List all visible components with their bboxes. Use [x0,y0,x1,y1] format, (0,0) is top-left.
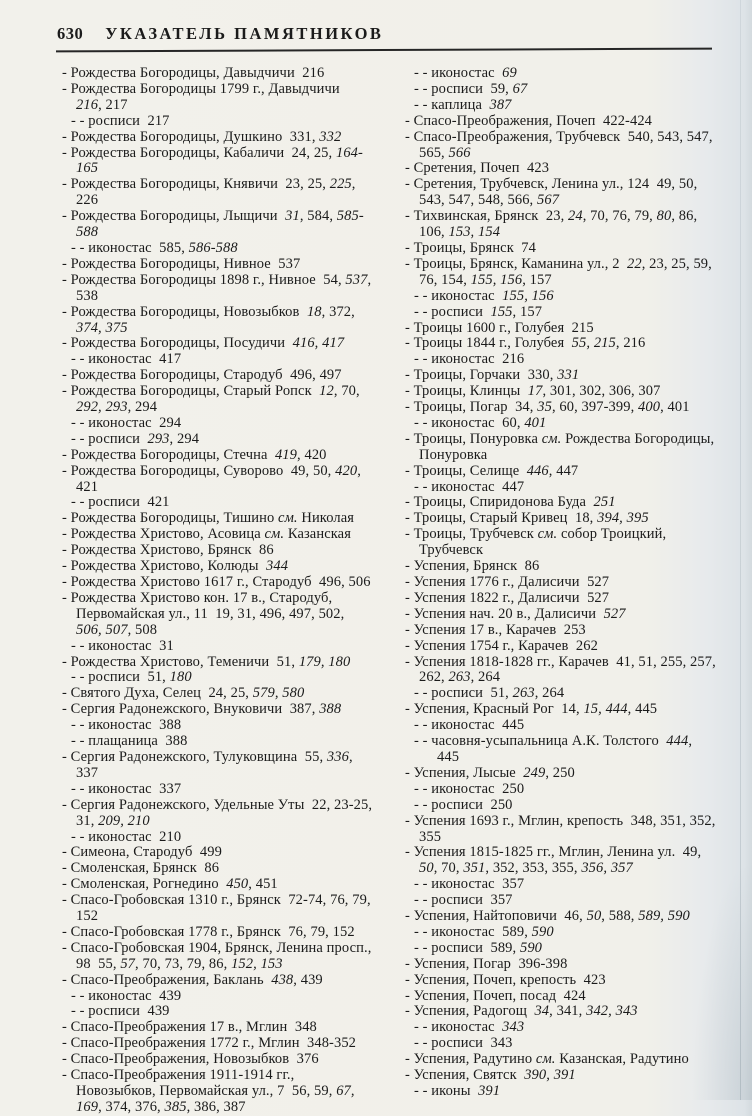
index-entry: - Святого Духа, Селец 24, 25, 579, 580 [62,685,305,702]
index-entry: - Успения 1754 г., Карачев 262 [405,637,598,654]
index-entry: - Успения, Красный Рог 14, 15, 444, 445 [405,701,658,718]
index-subentry: - - росписи 51, 180 [71,669,192,686]
index-subentry: - - каплица 387 [414,96,512,113]
index-entry: - Сретения, Трубчевск, Ленина ул., 124 49, 50, 543, 547, 548, 566, 567 [405,176,702,209]
index-entry: - Рождества Христово, Брянск 86 [62,542,274,559]
index-entry: - Сергия Радонежского, Внуковичи 387, 388 [62,701,342,718]
index-subentry: - - иконостас 250 [414,780,525,797]
index-subentry: - - росписи 51, 263, 264 [414,685,565,702]
index-entry: - Троицы, Клинцы 17, 301, 302, 306, 307 [405,383,661,400]
index-entry: - Рождества Христово, Теменичи 51, 179, 180 [62,653,351,670]
index-entry: - Рождества Богородицы, Лыщичи 31, 584, 585-588 [62,208,364,241]
index-subentry: - - иконостас 210 [71,828,182,845]
index-entry: - Троицы, Трубчевск см. собор Троицкий, Трубчевск [405,526,670,559]
index-entry: - Троицы, Старый Кривец 18, 394, 395 [405,510,649,527]
index-entry: - Спасо-Преображения 1911-1914 гг., Новозыбков, Первомайская ул., 7 56, 59, 67, 169, 374, 376, 385, 386, 387 [62,1067,359,1115]
index-entry: - Рождества Богородицы, Суворово 49, 50, 420, 421 [62,462,365,495]
index-entry: - Рождества Христово, Колюды 344 [62,558,289,575]
index-entry: - Успения 1822 г., Далисичи 527 [405,589,610,606]
index-entry: - Троицы, Горчаки 330, 331 [405,367,580,384]
index-entry: - Рождества Богородицы, Стечна 419, 420 [62,446,327,463]
index-subentry: - - иконостас 357 [414,876,525,893]
index-entry: - Рождества Богородицы, Кабаличи 24, 25, 164-165 [62,144,363,177]
index-entry: - Симеона, Стародуб 499 [62,844,222,861]
index-entry: - Успения 1818-1828 гг., Карачев 41, 51, 255, 257, 262, 263, 264 [405,653,720,686]
index-entry: - Рождества Богородицы, Княвичи 23, 25, 225, 226 [62,176,360,209]
index-subentry: - - иконостас 417 [71,351,182,368]
index-entry: - Рождества Христово кон. 17 в., Стародуб, Первомайская ул., 11 19, 31, 496, 497, 502, 506, 507, 508 [62,589,349,638]
index-subentry: - - росписи 59, 67 [414,80,528,97]
index-entry: - Успения, Святск 390, 391 [405,1067,576,1084]
index-entry: - Спасо-Преображения, Новозыбков 376 [62,1051,319,1068]
index-entry: - Рождества Богородицы, Старый Ропск 12, 70, 292, 293, 294 [62,383,364,416]
index-entry: - Рождества Христово 1617 г., Стародуб 496, 506 [62,574,371,590]
index-subentry: - - иконостас 447 [414,478,525,495]
index-subentry: - - росписи 357 [414,892,513,909]
index-entry: - Рождества Христово, Асовица см. Казанская [62,526,351,543]
page-header [0,0,752,44]
index-entry: - Троицы, Понуровка см. Рождества Богородицы, Понуровка [405,430,718,463]
index-entry: - Успения 1693 г., Мглин, крепость 348, 351, 352, 355 [405,812,720,845]
index-subentry: - - иконостас 31 [71,637,174,654]
index-entry: - Успения, Брянск 86 [405,558,540,575]
index-subentry: - - иконостас 343 [414,1019,525,1036]
index-column-right [399,65,720,1116]
index-subentry: - - часовня-усыпальница А.К. Толстого 444, 445 [414,733,696,765]
index-entry: - Рождества Богородицы, Стародуб 496, 497 [62,367,342,384]
index-entry: - Смоленская, Брянск 86 [62,860,220,877]
index-entry: - Смоленская, Рогнедино 450, 451 [62,876,278,893]
index-subentry: - - иконостас 60, 401 [414,414,547,431]
index-entry: - Успения, Найтоповичи 46, 50, 588, 589, 590 [405,908,690,925]
index-entry: - Спасо-Преображения 17 в., Мглин 348 [62,1019,317,1036]
index-entry: - Успения 17 в., Карачев 253 [405,621,586,638]
index-entry: - Успения, Погар 396-398 [405,955,568,972]
index-entry: - Рождества Богородицы, Нивное 537 [62,255,301,272]
index-subentry: - - росписи 439 [71,1003,170,1020]
index-entry: - Троицы, Селище 446, 447 [405,462,579,479]
index-entry: - Спасо-Гробовская 1310 г., Брянск 72-74, 76, 79, 152 [62,892,375,925]
index-subentry: - - росписи 293, 294 [71,430,200,447]
index-entry: - Успения, Почеп, крепость 423 [405,971,606,988]
index-subentry: - - иконостас 216 [414,351,525,368]
page-number: 630 [57,24,84,43]
index-subentry: - - иконы 391 [414,1083,501,1099]
index-entry: - Спасо-Преображения, Баклань 438, 439 [62,971,323,988]
index-entry: - Успения, Радутино см. Казанская, Радутино [405,1051,689,1068]
index-entry: - Успения 1815-1825 гг., Мглин, Ленина ул. 49, 50, 70, 351, 352, 353, 355, 356, 357 [405,844,705,877]
index-subentry: - - плащаница 388 [71,733,188,750]
index-entry: - Троицы, Спиридонова Буда 251 [405,494,616,511]
index-entry: - Успения 1776 г., Далисичи 527 [405,574,610,590]
index-column-left [56,65,376,1116]
index-entry: - Рождества Богородицы, Посудичи 416, 417 [62,335,345,352]
index-entry: - Успения, Радогощ 34, 341, 342, 343 [405,1003,638,1020]
index-subentry: - - росписи 217 [71,112,170,129]
index-entry: - Спасо-Преображения 1772 г., Мглин 348-352 [62,1035,357,1052]
index-subentry: - - иконостас 445 [414,717,525,734]
index-entry: - Спасо-Гробовская 1778 г., Брянск 76, 79, 152 [62,923,355,940]
index-entry: - Сергия Радонежского, Удельные Уты 22, 23-25, 31, 209, 210 [62,796,376,829]
index-subentry: - - росписи 343 [414,1035,513,1052]
index-subentry: - - росписи 421 [71,494,170,511]
index-subentry: - - иконостас 337 [71,780,182,797]
index-entry: - Рождества Богородицы, Давыдчичи 216 [62,65,325,81]
index-entry: - Успения, Почеп, посад 424 [405,987,586,1004]
index-subentry: - - иконостас 439 [71,987,182,1004]
index-subentry: - - иконостас 294 [71,414,182,431]
index-subentry: - - росписи 250 [414,796,513,813]
index-entry: - Рождества Богородицы 1898 г., Нивное 54, 537, 538 [62,271,375,304]
index-entry: - Троицы, Погар 34, 35, 60, 397-399, 400, 401 [405,399,690,416]
index-subentry: - - иконостас 155, 156 [414,287,554,304]
index-entry: - Успения, Лысые 249, 250 [405,764,575,781]
index-entry: - Рождества Богородицы, Новозыбков 18, 372, 374, 375 [62,303,359,336]
index-entry: - Рождества Богородицы 1799 г., Давыдчичи 216, 217 [62,80,348,113]
index-entry: - Рождества Богородицы, Душкино 331, 332 [62,128,342,145]
index-entry: - Успения нач. 20 в., Далисичи 527 [405,605,626,622]
index-entry: - Спасо-Преображения, Почеп 422-424 [405,112,653,129]
index-subentry: - - иконостас 388 [71,717,182,734]
scan-corner-shade [692,860,752,1100]
index-subentry: - - иконостас 69 [414,65,517,81]
index-subentry: - - иконостас 589, 590 [414,923,554,940]
index-entry: - Троицы 1600 г., Голубея 215 [405,319,594,336]
index-subentry: - - иконостас 585, 586-588 [71,239,238,256]
index-entry: - Сретения, Почеп 423 [405,160,550,177]
index-entry: - Сергия Радонежского, Тулуковщина 55, 336, 337 [62,748,357,781]
index-subentry: - - росписи 589, 590 [414,939,543,956]
index-columns [0,51,752,1116]
index-entry: - Троицы, Брянск, Каманина ул., 2 22, 23, 25, 59, 76, 154, 155, 156, 157 [405,255,716,288]
index-entry: - Троицы, Брянск 74 [405,239,537,256]
index-entry: - Рождества Богородицы, Тишино см. Николая [62,510,355,527]
index-subentry: - - росписи 155, 157 [414,303,543,320]
index-entry: - Тихвинская, Брянск 23, 24, 70, 76, 79, 80, 86, 106, 153, 154 [405,208,701,241]
page-title: УКАЗАТЕЛЬ ПАМЯТНИКОВ [105,24,384,43]
index-entry: - Троицы 1844 г., Голубея 55, 215, 216 [405,335,646,352]
index-entry: - Спасо-Преображения, Трубчевск 540, 543, 547, 565, 566 [405,128,717,161]
index-entry: - Спасо-Гробовская 1904, Брянск, Ленина просп., 98 55, 57, 70, 73, 79, 86, 152, 153 [62,939,376,972]
